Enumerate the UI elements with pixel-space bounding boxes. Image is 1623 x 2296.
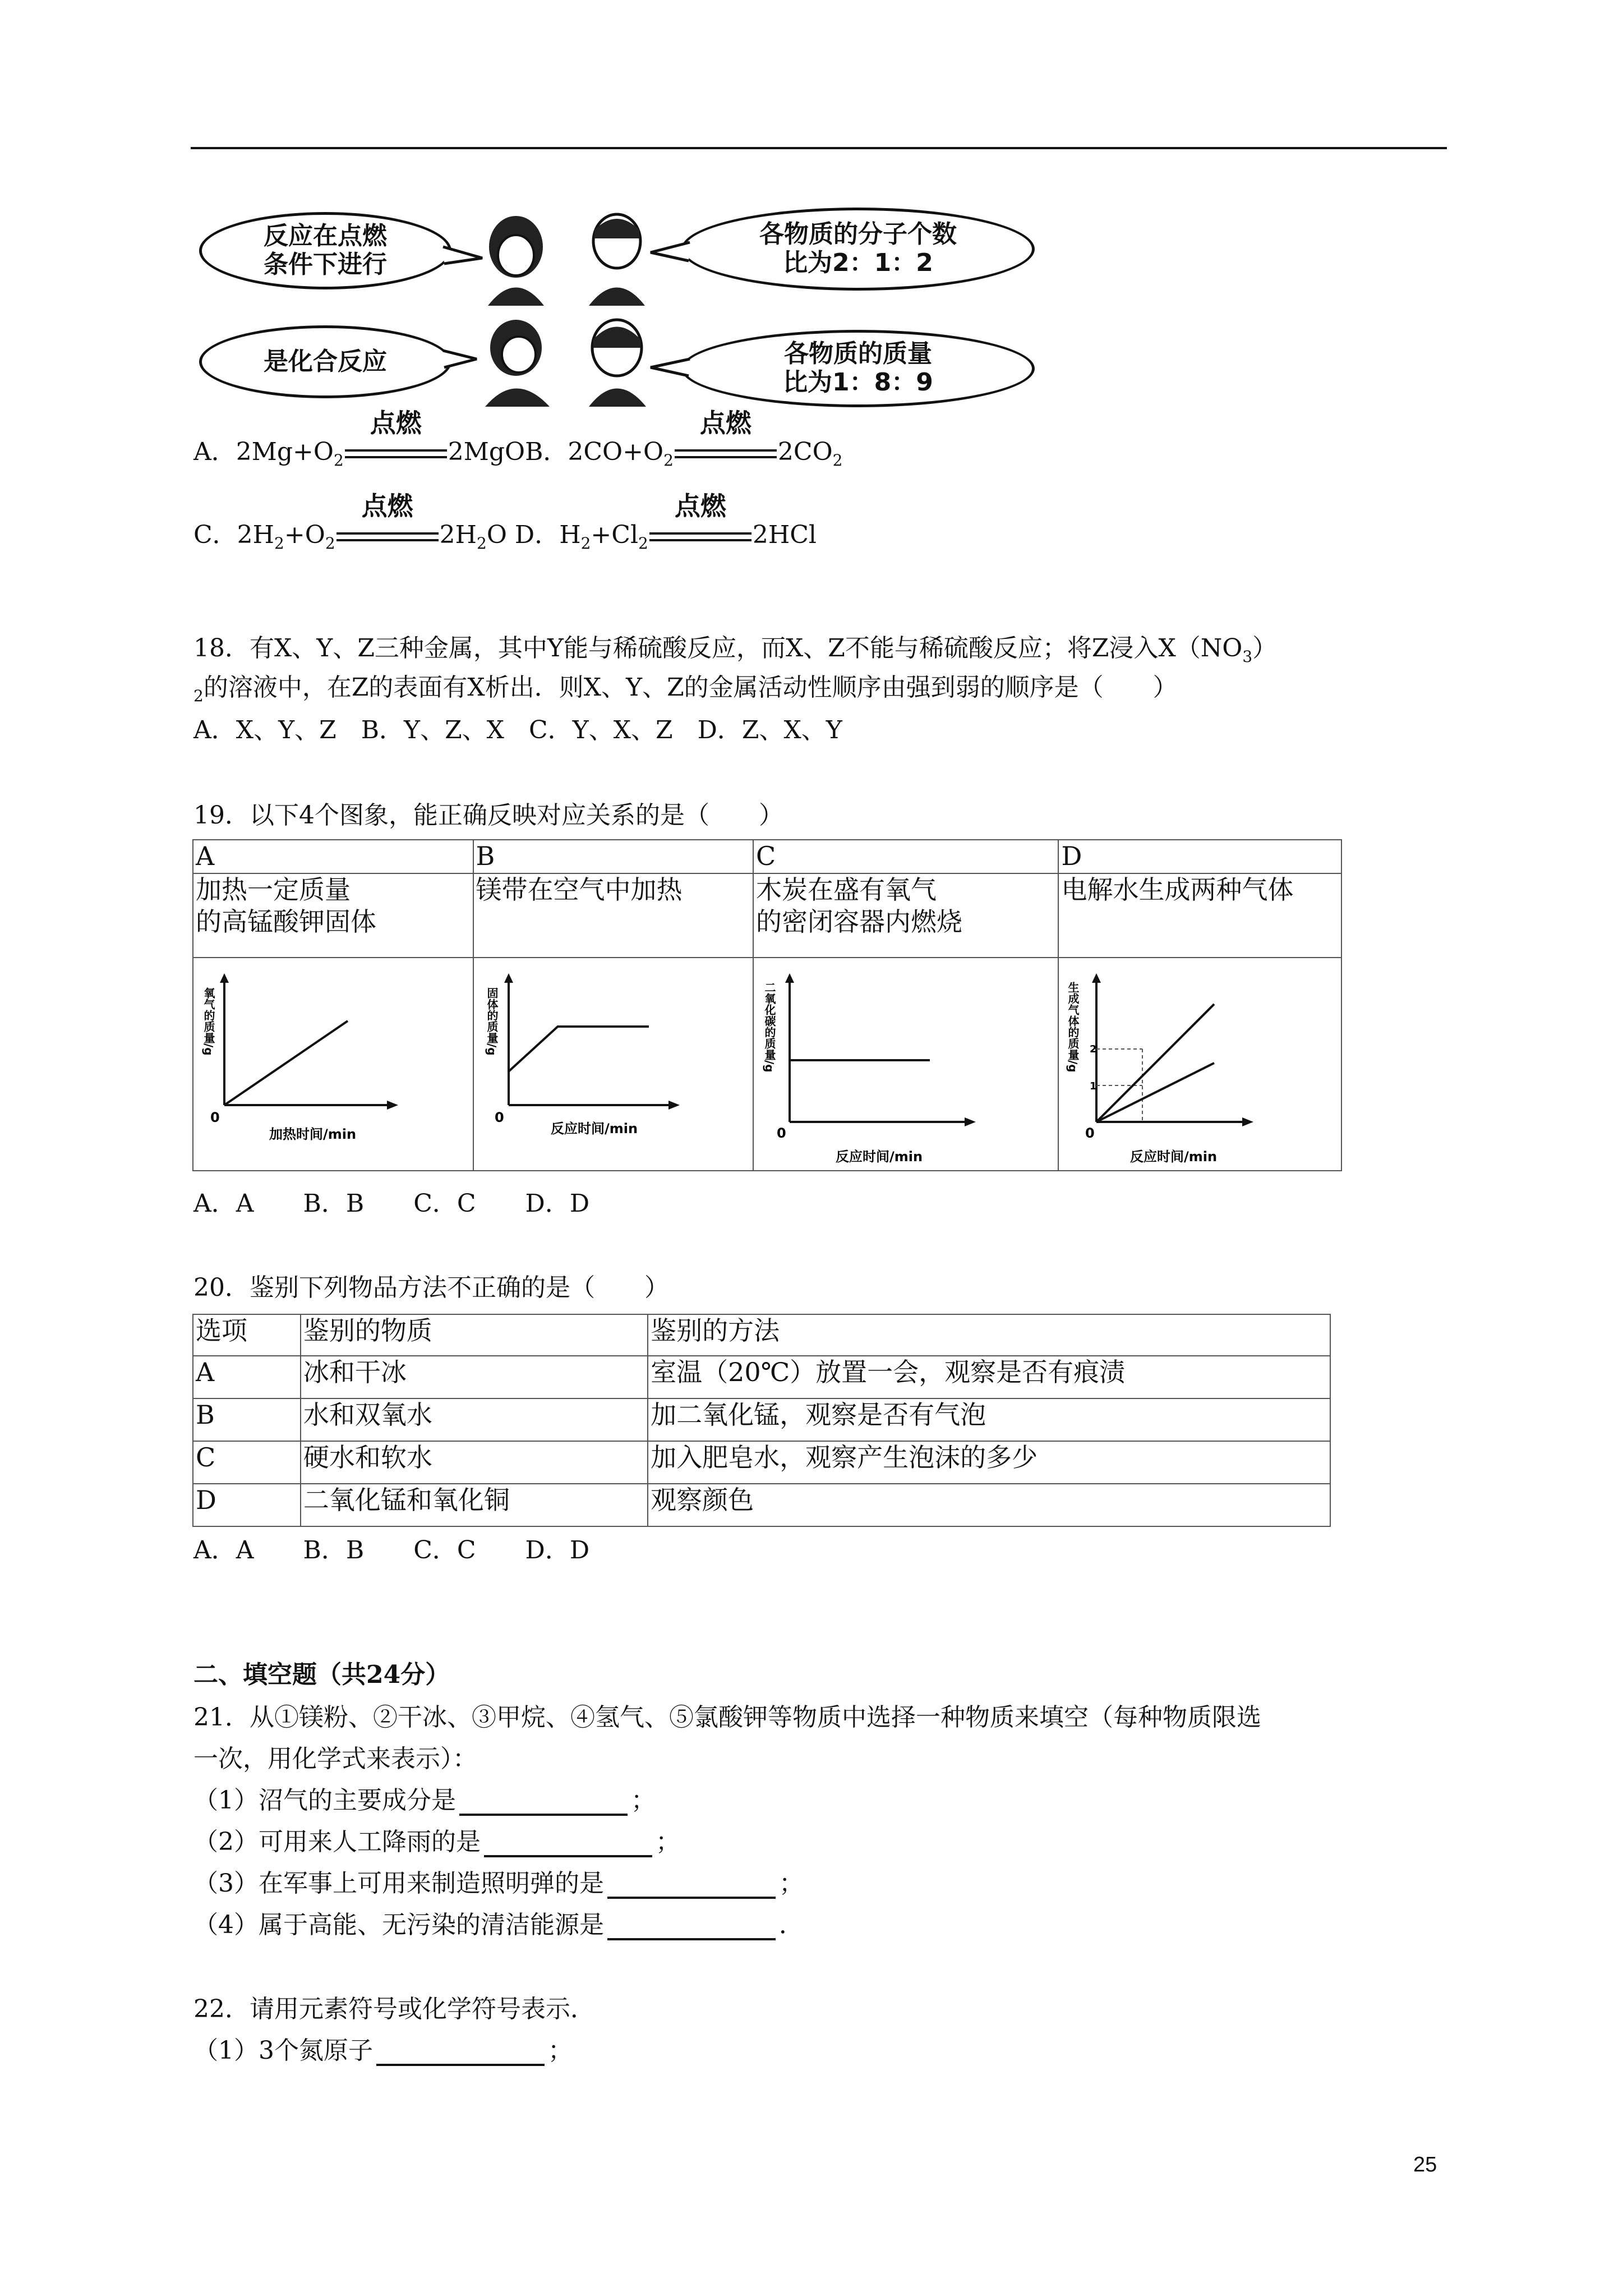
- answer-blank[interactable]: [607, 1874, 776, 1899]
- chart-c: [757, 970, 1060, 1184]
- q21-stem-line2: 一次，用化学式来表示）：: [193, 1745, 477, 1773]
- table-row: D 二氧化锰和氧化铜 观察颜色: [193, 1484, 1330, 1526]
- speech-bubble-4: 各物质的质量 比为1：8：9: [681, 330, 1035, 407]
- chart-c-ylabel: 二氧化碳的质量/g: [763, 982, 776, 1073]
- q20-options: A．A B．B C．C D．D: [193, 1536, 590, 1565]
- chart-b-origin: 0: [495, 1110, 504, 1125]
- q19-desc-d: 电解水生成两种气体: [1058, 873, 1341, 958]
- table-row: C 硬水和软水 加入肥皂水，观察产生泡沫的多少: [193, 1441, 1330, 1484]
- q20-header-option: 选项: [193, 1314, 301, 1356]
- header-rule: [191, 147, 1447, 149]
- q19-header-b: B: [473, 840, 754, 873]
- q21-stem-line1: 21．从①镁粉、②干冰、③甲烷、④氢气、⑤氯酸钾等物质中选择一种物质来填空（每种物质限选: [193, 1703, 1261, 1732]
- chart-a-ylabel: 氧气的质量/g: [202, 987, 215, 1056]
- q19-desc-c: 木炭在盛有氧气 的密闭容器内燃烧: [753, 873, 1058, 958]
- chart-d-xlabel: 反应时间/min: [1130, 1149, 1218, 1165]
- q17-options-row2: C．$2H_2+O_2$ 点燃 $2H_2O$ D．$H_2+Cl_2$ 点燃 2HCl: [193, 490, 817, 553]
- q20-table: [192, 1314, 1331, 1527]
- table-row: B 水和双氧水 加二氧化锰，观察是否有气泡: [193, 1398, 1330, 1441]
- speech-bubble-2: 各物质的分子个数 比为2：1：2: [681, 208, 1035, 291]
- q20-header-substance: 鉴别的物质: [301, 1314, 648, 1356]
- students-figures: [437, 208, 695, 409]
- chart-b: [478, 970, 753, 1172]
- q21-item-4: （4）属于高能、无污染的清洁能源是 ．: [193, 1911, 804, 1939]
- page-number: 25: [1413, 2153, 1437, 2177]
- chart-d-origin: 0: [1085, 1125, 1095, 1141]
- q19-header-a: A: [193, 840, 473, 873]
- answer-blank[interactable]: [459, 1791, 628, 1816]
- chart-b-ylabel: 固体的质量/g: [485, 987, 499, 1056]
- q18-stem-line1: 18．有X、Y、Z三种金属，其中Y能与稀硫酸反应，而X、Z不能与稀硫酸反应；将Z浸入$X(NO_3)$: [193, 634, 1278, 666]
- answer-blank[interactable]: [376, 2041, 545, 2066]
- q21-item-2: （2）可用来人工降雨的是 ；: [193, 1828, 680, 1856]
- reaction-arrow: 点燃: [675, 441, 777, 466]
- chart-d-tick-2: 2: [1090, 1043, 1097, 1055]
- option-b-left: B．2CO+O: [525, 438, 664, 466]
- chart-d-tick-1: 1: [1090, 1080, 1097, 1092]
- chart-c-xlabel: 反应时间/min: [836, 1149, 923, 1165]
- q19-desc-b: 镁带在空气中加热: [473, 873, 754, 958]
- chart-a: [196, 970, 471, 1172]
- q19-header-c: C: [753, 840, 1058, 873]
- chart-d: [1063, 970, 1343, 1184]
- chart-a-origin: 0: [210, 1110, 220, 1125]
- q22-item-1: （1）3个氮原子 ；: [193, 2036, 573, 2065]
- chart-a-xlabel: 加热时间/min: [269, 1126, 357, 1142]
- chart-d-ylabel: 生成气体的质量/g: [1066, 982, 1080, 1073]
- q18-options: A．X、Y、Z B．Y、Z、X C．Y、X、Z D．Z、X、Y: [193, 716, 842, 744]
- chart-b-series: [509, 1027, 649, 1071]
- speech-bubble-1: 反应在点燃 条件下进行: [199, 212, 451, 289]
- q19-header-d: D: [1058, 840, 1341, 873]
- q21-item-1: （1）沼气的主要成分是 ；: [193, 1786, 656, 1815]
- speech-bubble-3: 是化合反应: [199, 325, 451, 398]
- q21-item-3: （3）在军事上可用来制造照明弹的是 ；: [193, 1869, 804, 1898]
- q19-desc-a: 加热一定质量 的高锰酸钾固体: [193, 873, 473, 958]
- reaction-arrow: 点燃: [345, 441, 447, 466]
- q18-stem-line2: $_2$的溶液中，在Z的表面有X析出．则X、Y、Z的金属活动性顺序由强到弱的顺序是（ ）: [193, 673, 1178, 705]
- q17-options-row1: A．$2Mg+O_2$ 点燃 2MgOB．$2CO+O_2$ 点燃 $2CO_2$: [193, 407, 843, 470]
- chart-a-series: [224, 1021, 348, 1105]
- chart-b-xlabel: 反应时间/min: [551, 1121, 638, 1137]
- chart-c-origin: 0: [777, 1125, 786, 1141]
- q20-header-method: 鉴别的方法: [648, 1314, 1330, 1356]
- chart-d-series-2: [1096, 1063, 1214, 1122]
- q19-options: A．A B．B C．C D．D: [193, 1189, 590, 1218]
- answer-blank[interactable]: [484, 1833, 652, 1857]
- table-row: A 冰和干冰 室温（20℃）放置一会，观察是否有痕渍: [193, 1356, 1330, 1398]
- reaction-arrow: 点燃: [649, 524, 751, 549]
- reaction-arrow: 点燃: [336, 524, 439, 549]
- section-title: 二、填空题（共24分）: [193, 1660, 450, 1689]
- answer-blank[interactable]: [607, 1916, 776, 1940]
- q19-stem: 19．以下4个图象，能正确反映对应关系的是（ ）: [193, 801, 783, 830]
- option-a-left: A．2Mg+O: [193, 438, 334, 466]
- q20-stem: 20．鉴别下列物品方法不正确的是（ ）: [193, 1273, 669, 1302]
- q22-stem: 22．请用元素符号或化学符号表示．: [193, 1995, 595, 2023]
- chart-d-series-1: [1096, 1004, 1214, 1122]
